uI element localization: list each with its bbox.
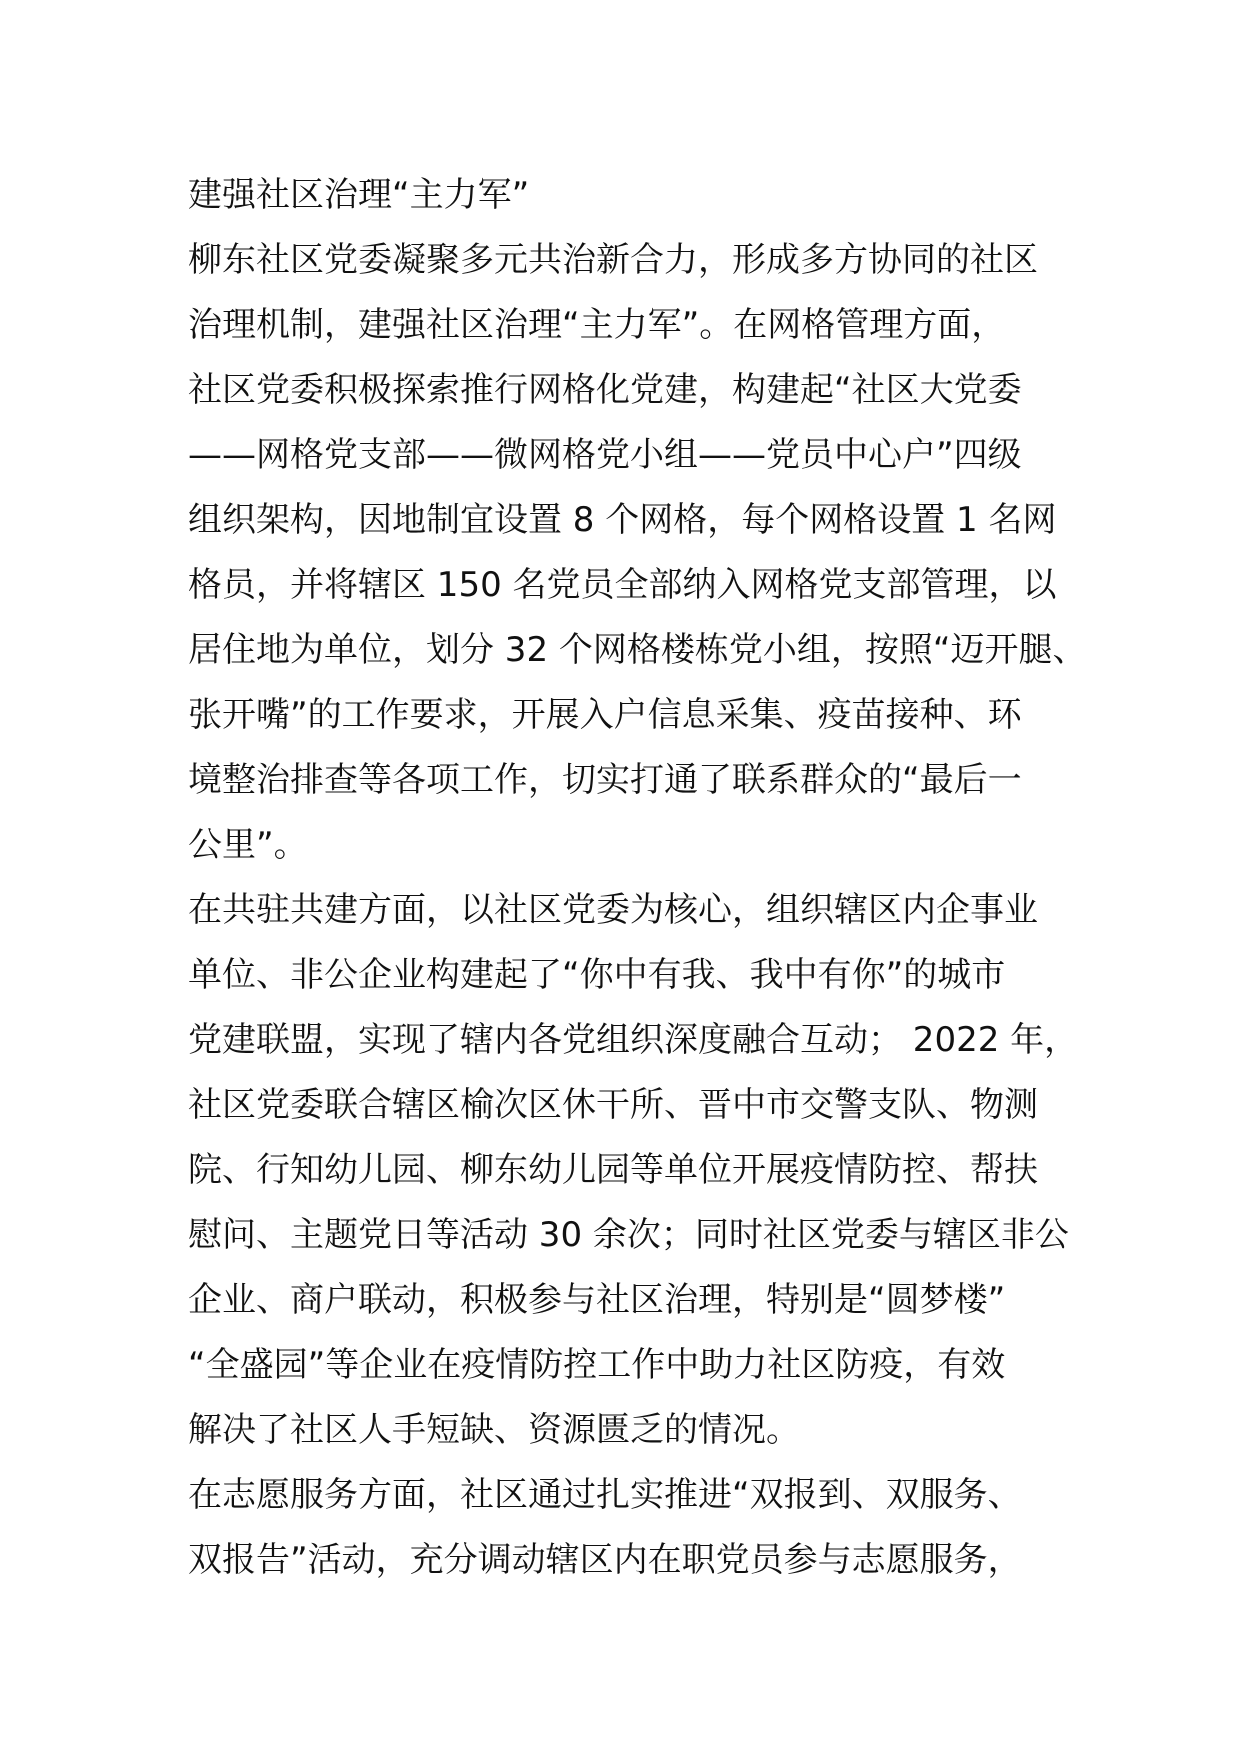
document-line: 建强社区治理“主力军” bbox=[188, 175, 530, 215]
document-line: 在共驻共建方面，以社区党委为核心，组织辖区内企事业 bbox=[188, 890, 1038, 930]
document-line: 社区党委联合辖区榆次区休干所、晋中市交警支队、物测 bbox=[188, 1085, 1038, 1125]
document-body bbox=[188, 163, 1088, 1593]
document-line: “全盛园”等企业在疫情防控工作中助力社区防疫，有效 bbox=[188, 1345, 1006, 1385]
document-line: 解决了社区人手短缺、资源匮乏的情况。 bbox=[188, 1410, 800, 1450]
document-line: 单位、非公企业构建起了“你中有我、我中有你”的城市 bbox=[188, 955, 1006, 995]
document-line: 治理机制，建强社区治理“主力军”。在网格管理方面， bbox=[188, 305, 1006, 345]
document-line: 党建联盟，实现了辖内各党组织深度融合互动； 2022 年， bbox=[188, 1020, 1079, 1060]
document-line: 慰问、主题党日等活动 30 余次；同时社区党委与辖区非公 bbox=[188, 1215, 1069, 1255]
document-line: 组织架构，因地制宜设置 8 个网格，每个网格设置 1 名网 bbox=[188, 500, 1057, 540]
document-line: 社区党委积极探索推行网格化党建，构建起“社区大党委 bbox=[188, 370, 1022, 410]
document-line: ——网格党支部——微网格党小组——党员中心户”四级 bbox=[188, 435, 1022, 475]
document-line: 双报告”活动，充分调动辖区内在职党员参与志愿服务， bbox=[188, 1540, 1022, 1580]
document-line: 企业、商户联动，积极参与社区治理，特别是“圆梦楼” bbox=[188, 1280, 1006, 1320]
document-line: 境整治排查等各项工作，切实打通了联系群众的“最后一 bbox=[188, 760, 1022, 800]
document-line: 柳东社区党委凝聚多元共治新合力，形成多方协同的社区 bbox=[188, 240, 1038, 280]
document-line: 格员，并将辖区 150 名党员全部纳入网格党支部管理，以 bbox=[188, 565, 1057, 605]
document-line: 张开嘴”的工作要求，开展入户信息采集、疫苗接种、环 bbox=[188, 695, 1022, 735]
document-line: 院、行知幼儿园、柳东幼儿园等单位开展疫情防控、帮扶 bbox=[188, 1150, 1038, 1190]
document-line: 居住地为单位，划分 32 个网格楼栋党小组，按照“迈开腿、 bbox=[188, 630, 1087, 670]
document-line: 在志愿服务方面，社区通过扎实推进“双报到、双服务、 bbox=[188, 1475, 1022, 1515]
document-line: 公里”。 bbox=[188, 825, 308, 865]
